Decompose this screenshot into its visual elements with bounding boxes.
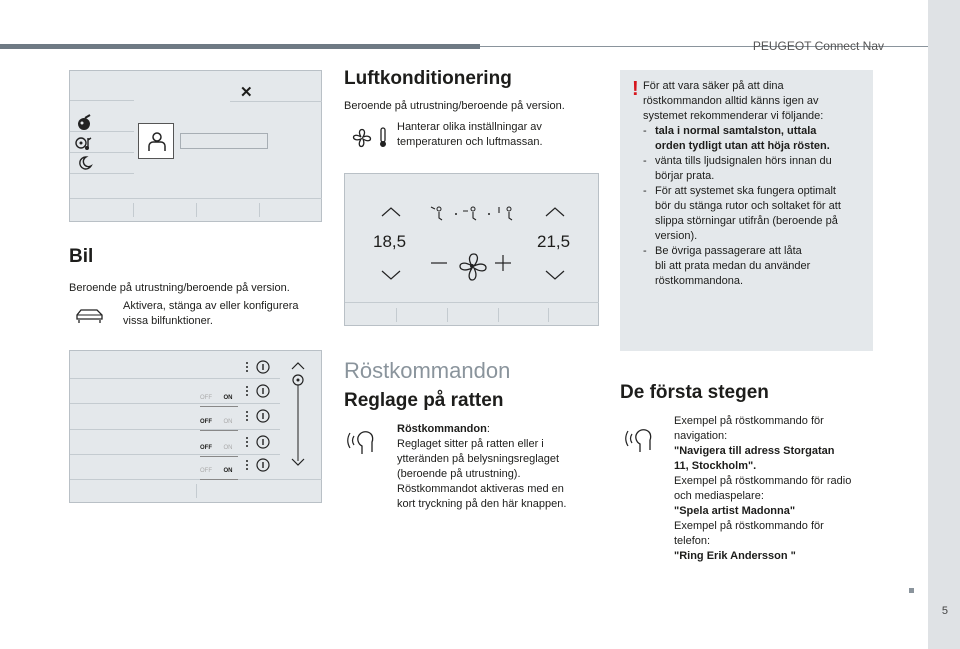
bil-desc: Aktivera, stänga av eller konfigurera vissa bilfunktioner. (123, 300, 299, 327)
warning-box: ! För att vara säker på att dina röstkommandon alltid känns igen av systemet rekommenderar vi följande: - tala i normal samtalston, uttala orden tydligt utan att höja rösten. - vänta tills ljudsignalen hörs innan du börjar prata. - För att systemet ska fungera optimalt bör du stänga rutor och soltaket för att slippa störningar utifrån (beroende på version). - Be övriga passagerare att låta bli att prata medan du använder röstkommandona. (620, 70, 873, 351)
settings-screen-illustration (69, 70, 322, 222)
fan-speed-icon (459, 252, 485, 280)
night-mode-icon[interactable] (77, 156, 91, 170)
toggle-row-1[interactable] (200, 386, 238, 407)
scrollbar[interactable] (291, 373, 305, 463)
palette-icon[interactable] (76, 115, 92, 131)
toggle-on-label: ON (223, 419, 233, 425)
scroll-up-icon[interactable] (291, 362, 305, 370)
toggle-off-label: OFF (200, 395, 212, 401)
header-rule (0, 44, 480, 49)
toggle-off-label: OFF (200, 419, 212, 425)
toggle-row-2[interactable] (200, 410, 238, 431)
climate-fan-icon (351, 126, 393, 148)
climate-desc: Hanterar olika inställningar av temperaturen och luftmassan. (397, 121, 543, 148)
right-temp-down-icon[interactable] (545, 270, 565, 280)
voice-label: Röstkommandon (397, 423, 487, 435)
info-icon[interactable] (245, 409, 275, 423)
climate-title: Luftkonditionering (344, 68, 512, 89)
voice-section-title: Röstkommandon (344, 358, 511, 383)
scroll-down-icon[interactable] (291, 458, 305, 466)
voice-command-icon (348, 424, 378, 456)
warning-item: - Be övriga passagerare att låta bli att prata medan du använder röstkommandona. (643, 245, 811, 287)
warning-item: - tala i normal samtalston, uttala orden tydligt utan att höja rösten. (643, 125, 830, 152)
voice-command-icon (626, 422, 656, 454)
left-temp-down-icon[interactable] (381, 270, 401, 280)
info-icon[interactable] (245, 360, 275, 374)
vehicle-functions-illustration (69, 350, 322, 503)
toggle-off-label: OFF (200, 468, 212, 474)
car-icon (75, 306, 105, 324)
toggle-off-label: OFF (200, 445, 212, 451)
toggle-row-4[interactable] (200, 459, 238, 480)
warning-icon: ! (632, 78, 639, 100)
info-icon[interactable] (245, 458, 275, 472)
fan-plus-icon[interactable] (495, 255, 511, 271)
info-icon[interactable] (245, 435, 275, 449)
climate-intro: Beroende på utrustning/beroende på version. (344, 100, 565, 112)
voice-description: Röstkommandon: Reglaget sitter på ratten eller i ytteränden på belysningsreglaget (beroende på utrustning). Röstkommandot aktiveras med en kort tryckning på den här knappen. (397, 423, 567, 510)
bil-intro: Beroende på utrustning/beroende på version. (69, 282, 290, 294)
side-margin-bar (928, 0, 960, 649)
sound-settings-icon[interactable] (75, 135, 93, 151)
voice-subtitle: Reglage på ratten (344, 390, 504, 411)
end-marker (909, 588, 914, 593)
left-temp-up-icon[interactable] (381, 207, 401, 217)
close-icon[interactable]: ✕ (240, 84, 253, 101)
info-icon[interactable] (245, 384, 275, 398)
climate-screen-illustration (344, 173, 599, 326)
right-temperature: 21,5 (537, 232, 571, 251)
toggle-on-label: ON (223, 468, 233, 474)
warning-item: - vänta tills ljudsignalen hörs innan du börjar prata. (643, 155, 832, 182)
profile-name-field[interactable] (180, 133, 268, 149)
fan-minus-icon[interactable] (431, 262, 447, 264)
bil-title: Bil (69, 246, 94, 267)
first-steps-title: De första stegen (620, 382, 769, 403)
toggle-on-label: ON (223, 445, 233, 451)
right-temp-up-icon[interactable] (545, 207, 565, 217)
user-icon (148, 132, 166, 152)
toggle-row-3[interactable] (200, 436, 238, 457)
toggle-on-label: ON (223, 395, 233, 401)
warning-item: - För att systemet ska fungera optimalt bör du stänga rutor och soltaket för att slippa störningar utifrån (beroende på version). (643, 185, 841, 242)
profile-button[interactable] (138, 123, 174, 159)
brand-label: PEUGEOT Connect Nav (752, 39, 884, 53)
page-number: 5 (941, 605, 948, 617)
left-temperature: 18,5 (373, 232, 407, 251)
first-steps-examples: Exempel på röstkommando för navigation: "Navigera till adress Storgatan 11, Stockholm". Exempel på röstkommando för radio och mediaspelare: "Spela artist Madonna" Exempel på röstkommando för telefon: "Ring Erik Andersson " (674, 415, 852, 562)
air-distribution-icon[interactable] (431, 205, 521, 221)
